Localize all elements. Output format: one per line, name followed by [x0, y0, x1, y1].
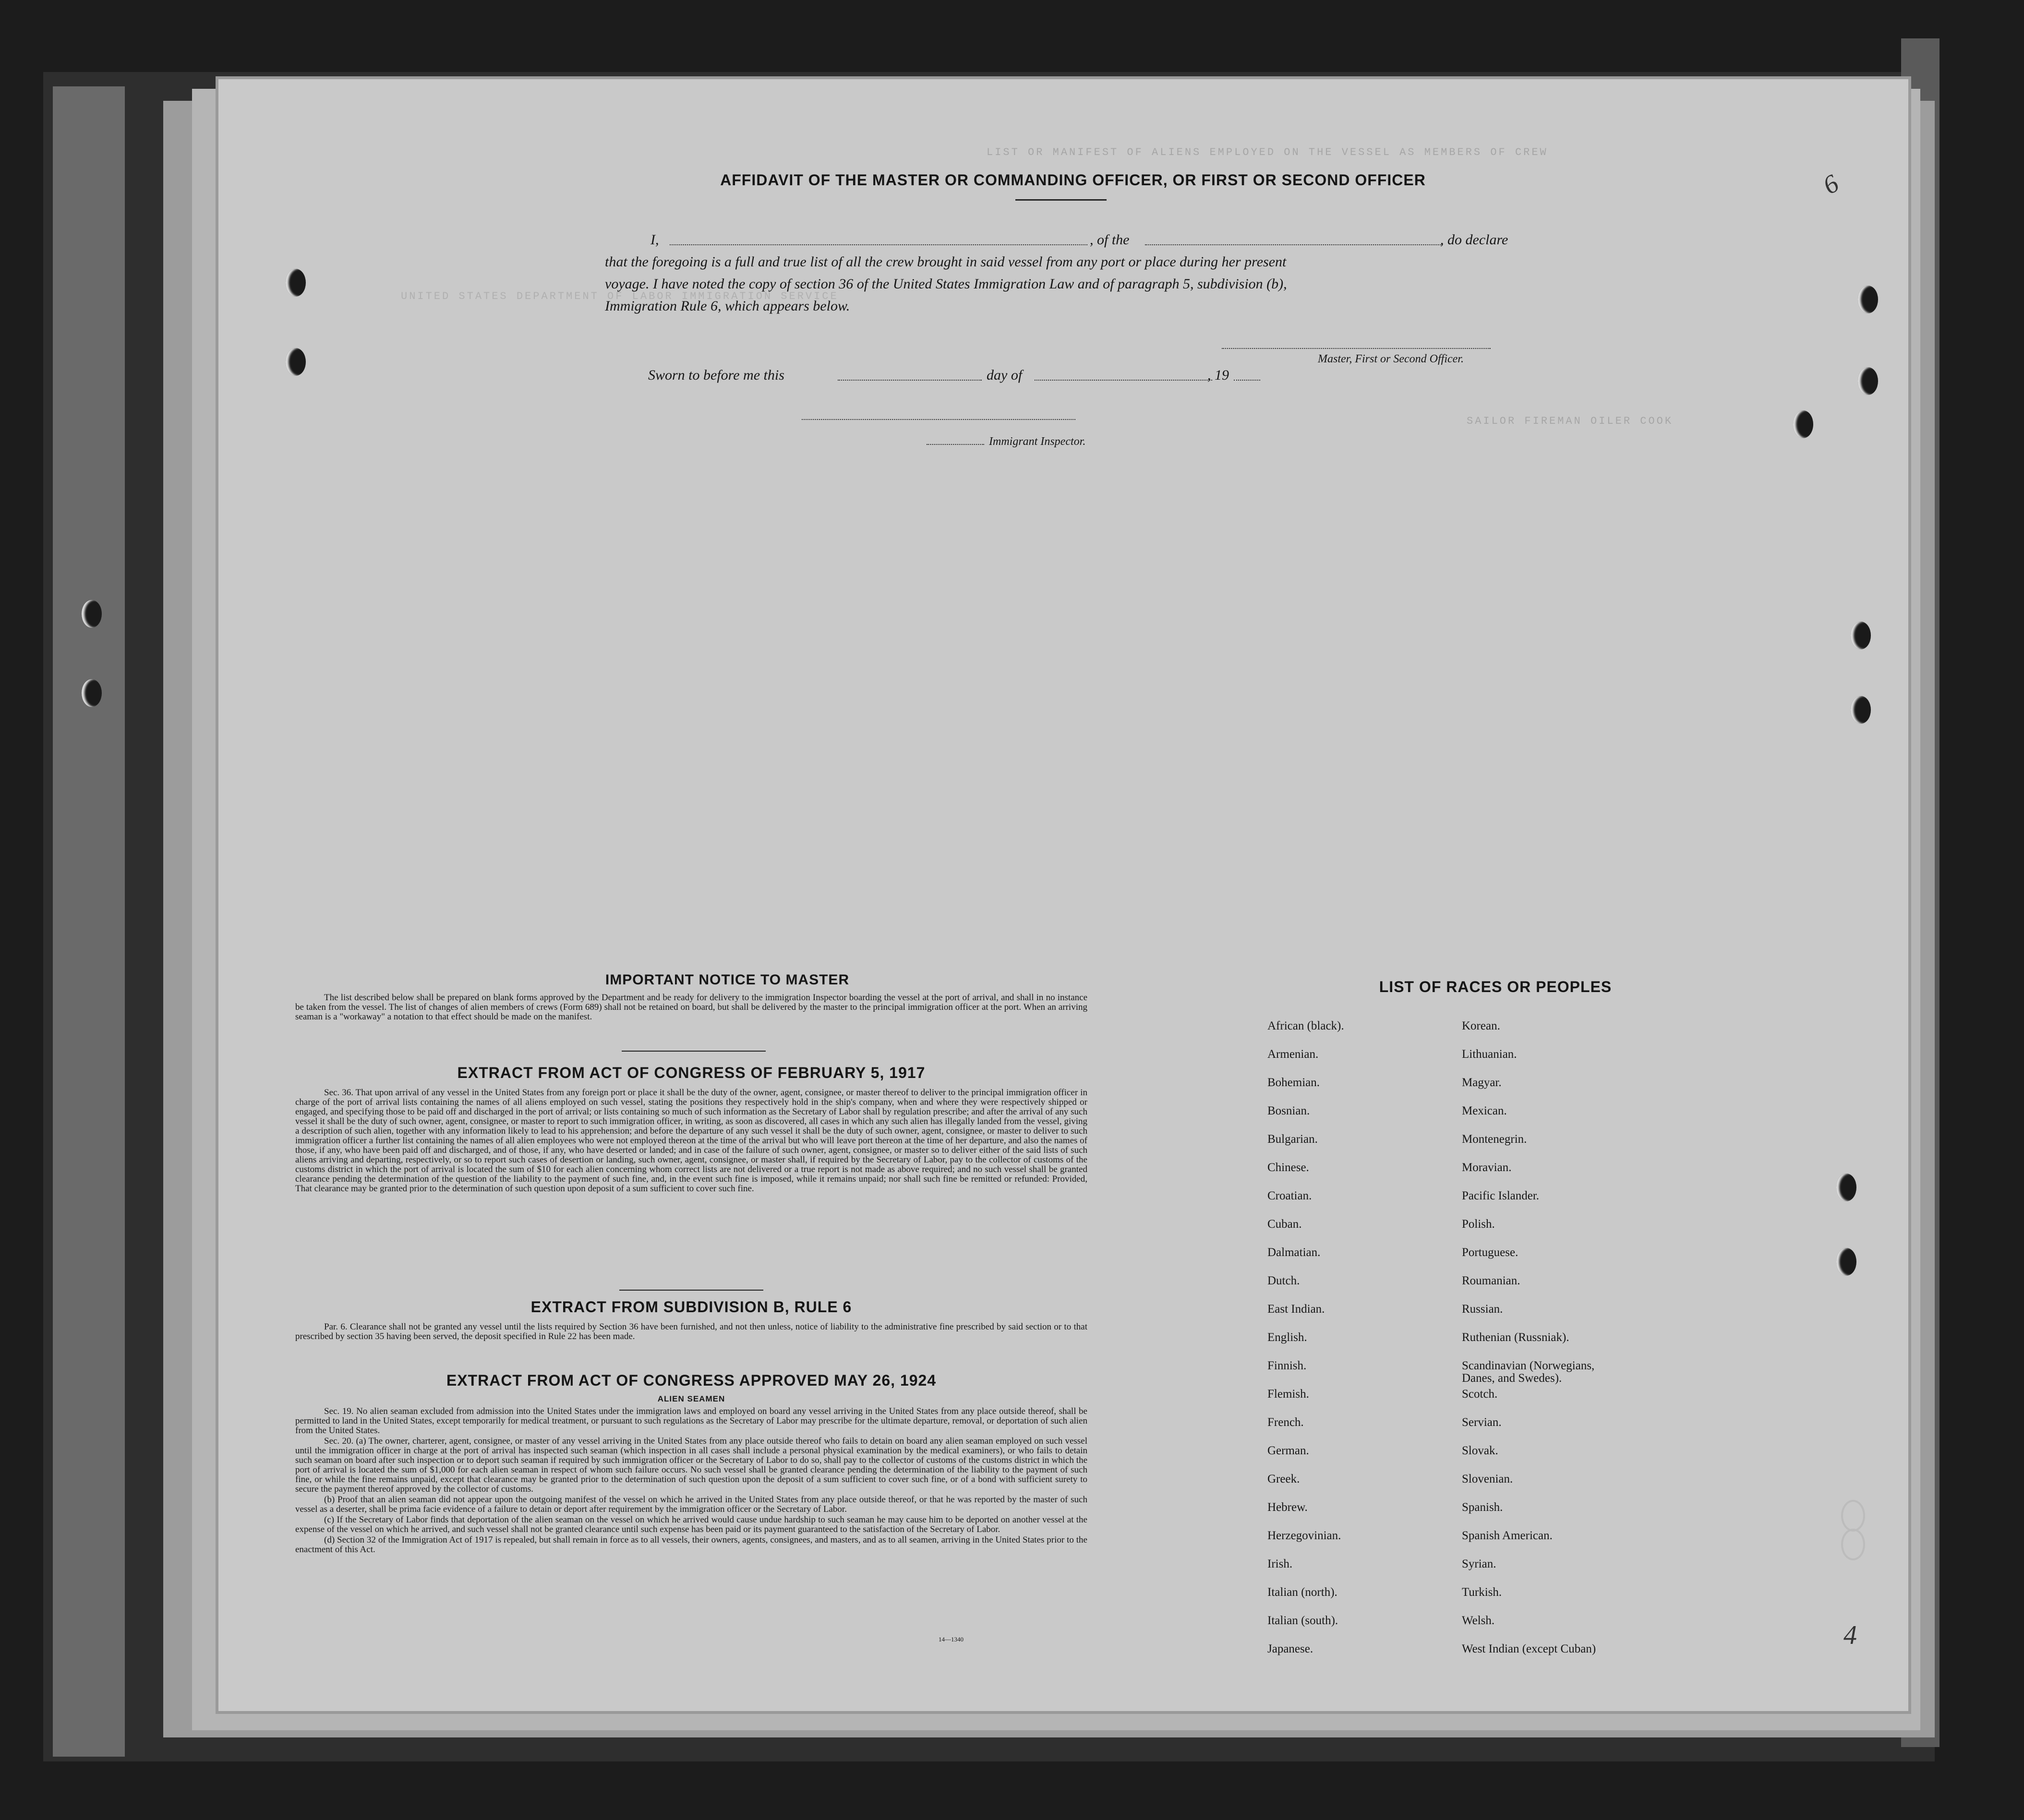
section-36-paragraph: Sec. 36. That upon arrival of any vessel in the United States from any foreign port or place it shall be the duty of the owner, agent, consignee, or master thereof to deliver to the principal immigration officer in charge of the port of arrival lists containing the names of all aliens employed on such vessel, stating the positions they respectively hold in the ship's company, when and where they were respectively shipped or engaged, and specifying those to be paid off and discharged in the port of arrival; or lists containing so much of such information as the Secretary of Labor shall by regulation prescribe; and after the arrival of any such vessel it shall be the duty of such owner, agent, consignee, or master to report to such immigration officer, in writing, as soon as discovered, all cases in which any such alien has illegally landed from the vessel, giving a description of such alien, together with any information likely to lead to his apprehension; and before the departure of any such vessel it shall be the duty of such owner, agent, consignee, or master to deliver to such immigration officer a further list containing the names of all alien employees who were not employed thereon at the time of the arrival but who will leave port thereon at the time of her departure, and also the names of those, if any, who have been paid off and discharged, and of those, if any, who have deserted or landed; and in case of the failure of such owner, agent, consignee, or master so to deliver either of the said lists of such aliens arriving and departing, respectively, or so to report such cases of desertion or landing, such owner, agent, consignee, or master shall, if required by the Secretary of Labor, pay to the collector of customs of the customs district in which the port of arrival is located the sum of $10 for each alien concerning whom correct lists are not delivered or a true report is not made as above required; and no such vessel shall be granted clearance pending the determination of the question of the liability to the payment of such fine, and, in the event such fine is imposed, while it remains unpaid; nor shall such fine be remitted or refunded: Provided, That clearance may be granted prior to the determination of such question upon deposit of a sum sufficient to cover such fine.	[295, 1088, 1087, 1194]
race-item: Italian (south).	[1267, 1614, 1338, 1627]
sec-19-paragraph: Sec. 19. No alien seaman excluded from admission into the United States under the immigration laws and employed on board any vessel arriving in the United States from any place outside thereof, shall be permitted to land in the United States, except temporarily for medical treatment, or pursuant to such regulations as the Secretary of Labor may prescribe for the ultimate departure, removal, or deportation of such alien from the United States.	[295, 1406, 1087, 1436]
corner-mark: 6	[1818, 168, 1844, 200]
race-item: Portuguese.	[1462, 1246, 1518, 1259]
sworn-year: , 19	[1207, 367, 1229, 383]
binding-hole-empty	[1841, 1500, 1865, 1532]
binding-hole	[1858, 367, 1878, 395]
sworn-text: Sworn to before me this	[648, 367, 784, 383]
race-item: Scandinavian (Norwegians, Danes, and Swedes).	[1462, 1359, 1595, 1385]
affidavit-line-4: Immigration Rule 6, which appears below.	[605, 298, 850, 314]
race-item: Magyar.	[1462, 1076, 1502, 1089]
sec-20b-paragraph: (b) Proof that an alien seaman did not appear upon the outgoing manifest of the vessel on which he arrived in the United States from any place outside thereof, or that he was reported by the master of such vessel as a deserter, shall be prima facie evidence of a failure to detain or deport after requirement by the immigration officer or the Secretary of Labor.	[295, 1495, 1087, 1514]
binding-hole	[1836, 1173, 1856, 1201]
race-item: Scotch.	[1462, 1388, 1498, 1401]
blank-master-name	[670, 244, 1087, 245]
race-item: Spanish.	[1462, 1501, 1503, 1514]
affidavit-of-the: , of the	[1090, 232, 1130, 248]
binding-hole	[1851, 622, 1871, 649]
notice-text	[295, 993, 1087, 1023]
affidavit-do-declare: , do declare	[1440, 232, 1508, 248]
extract-1924-text	[295, 1407, 1087, 1556]
inspector-signature-line-2	[927, 444, 984, 445]
race-item: Italian (north).	[1267, 1586, 1337, 1599]
race-item: Welsh.	[1462, 1614, 1495, 1627]
alien-seamen-subtitle: ALIEN SEAMEN	[657, 1394, 725, 1403]
race-item: French.	[1267, 1416, 1304, 1429]
notice-title: IMPORTANT NOTICE TO MASTER	[605, 972, 850, 988]
race-item: Finnish.	[1267, 1359, 1307, 1372]
section-divider	[622, 1051, 766, 1052]
race-item: Dalmatian.	[1267, 1246, 1321, 1259]
binding-hole	[286, 348, 306, 376]
binding-hole	[1858, 286, 1878, 313]
race-item: Ruthenian (Russniak).	[1462, 1331, 1569, 1344]
race-item: East Indian.	[1267, 1303, 1325, 1316]
sec-20c-paragraph: (c) If the Secretary of Labor finds that deportation of the alien seaman on the vessel on which he arrived would cause undue hardship to such seaman he may cause him to be deported on another vessel at the expense of the vessel on which he arrived, and such vessel shall not be granted clearance until such expense has been paid or its payment guaranteed to the satisfaction of the Secretary of Labor.	[295, 1515, 1087, 1534]
section-divider	[619, 1290, 763, 1291]
affidavit-title: AFFIDAVIT OF THE MASTER OR COMMANDING OFFICER, OR FIRST OR SECOND OFFICER	[720, 171, 1426, 189]
race-item: Bulgarian.	[1267, 1133, 1318, 1146]
blank-sworn-month	[1035, 380, 1212, 381]
race-item: Polish.	[1462, 1218, 1495, 1231]
race-item: Flemish.	[1267, 1388, 1309, 1401]
blank-sworn-year	[1234, 380, 1260, 381]
race-item: Slovenian.	[1462, 1473, 1513, 1485]
par-6-paragraph: Par. 6. Clearance shall not be granted any vessel until the lists required by Section 36 have been furnished, and not then unless, notice of liability to the administrative fine prescribed by said section or to that prescribed by section 35 having been served, the deposit specified in Rule 22 has been made.	[295, 1322, 1087, 1341]
inspector-signature-line	[802, 419, 1075, 420]
race-item: Japanese.	[1267, 1642, 1313, 1655]
manifest-page	[218, 79, 1908, 1711]
extract-rule6-title: EXTRACT FROM SUBDIVISION B, RULE 6	[530, 1298, 852, 1316]
binding-hole-empty	[1841, 1529, 1865, 1560]
race-item: Mexican.	[1462, 1104, 1507, 1117]
page-number-mark: 4	[1843, 1620, 1857, 1650]
race-item: Cuban.	[1267, 1218, 1302, 1231]
binding-hole	[82, 600, 102, 628]
bleed-through-text: SAILOR FIREMAN OILER COOK	[1467, 415, 1674, 427]
binding-hole	[1793, 410, 1813, 438]
master-signature-label: Master, First or Second Officer.	[1318, 353, 1464, 365]
race-item: Hebrew.	[1267, 1501, 1308, 1514]
race-item: Russian.	[1462, 1303, 1503, 1316]
race-item: Slovak.	[1462, 1444, 1498, 1457]
race-item: Dutch.	[1267, 1274, 1300, 1287]
title-underline	[1015, 199, 1107, 201]
races-title: LIST OF RACES OR PEOPLES	[1379, 978, 1612, 995]
affidavit-line-i: I,	[651, 232, 659, 248]
race-item: English.	[1267, 1331, 1307, 1344]
binding-hole	[82, 679, 102, 707]
race-item: Herzegovinian.	[1267, 1529, 1341, 1542]
race-item: German.	[1267, 1444, 1309, 1457]
bleed-through-text: UNITED STATES DEPARTMENT OF LABOR IMMIGRATION SERVICE	[401, 290, 839, 302]
race-item: Moravian.	[1462, 1161, 1512, 1174]
back-sheet-edge	[53, 86, 125, 1757]
extract-rule6-text	[295, 1322, 1087, 1342]
binding-hole	[1836, 1248, 1856, 1276]
race-item: Roumanian.	[1462, 1274, 1520, 1287]
sec-20a-paragraph: Sec. 20. (a) The owner, charterer, agent, consignee, or master of any vessel arriving in the United States from any place outside thereof who fails to detain on board any alien seaman employed on such vessel until the immigration officer in charge at the port of arrival has inspected such seaman (which inspection in all cases shall include a personal physical examination by the medical examiners), or who fails to detain such seaman on board after such inspection or to deport such seaman if required by such immigration officer or the Secretary of Labor to do so, shall pay to the collector of customs of the customs district in which the port of arrival is located the sum of $1,000 for each alien seaman in respect of whom such failure occurs. No such vessel shall be granted clearance pending the determination of the liability to the payment of such fine, or while the fine remains unpaid, except that clearance may be granted prior to the determination of such question upon the deposit of a sum sufficient to cover such fine, or of a bond with sufficient surety to secure the payment thereof approved by the collector of customs.	[295, 1436, 1087, 1494]
race-item: Chinese.	[1267, 1161, 1309, 1174]
binding-hole	[286, 269, 306, 297]
affidavit-line-2: that the foregoing is a full and true list of all the crew brought in said vessel from any port or place during her present	[605, 254, 1287, 270]
race-item: Lithuanian.	[1462, 1048, 1517, 1061]
affidavit-line-3: voyage. I have noted the copy of section 36 of the United States Immigration Law and of paragraph 5, subdivision (b),	[605, 276, 1287, 292]
race-item: Armenian.	[1267, 1048, 1319, 1061]
blank-sworn-day	[838, 380, 982, 381]
extract-1917-text	[295, 1088, 1087, 1195]
race-item: Spanish American.	[1462, 1529, 1553, 1542]
inspector-label: Immigrant Inspector.	[989, 435, 1086, 448]
notice-paragraph: The list described below shall be prepared on blank forms approved by the Department and be ready for delivery to the immigration Inspector boarding the vessel at the port of arrival, and shall in no instance be taken from the vessel. The list of changes of alien members of crews (Form 689) shall not be retained on board, but shall be delivered by the master to the principal immigration officer at the port. When an arriving seaman is a "workaway" a notation to that effect should be made on the manifest.	[295, 993, 1087, 1022]
bleed-through-text: LIST OR MANIFEST OF ALIENS EMPLOYED ON THE VESSEL AS MEMBERS OF CREW	[987, 146, 1548, 158]
race-item: West Indian (except Cuban)	[1462, 1642, 1596, 1655]
race-item: Greek.	[1267, 1473, 1300, 1485]
sec-20d-paragraph: (d) Section 32 of the Immigration Act of 1917 is repealed, but shall remain in force as to all vessels, their owners, agents, consignees, and masters, and as to all seamen, arriving in the United States prior to the enactment of this Act.	[295, 1535, 1087, 1555]
extract-1917-title: EXTRACT FROM ACT OF CONGRESS OF FEBRUARY 5, 1917	[457, 1064, 926, 1081]
race-item: African (black).	[1267, 1019, 1344, 1032]
extract-1924-title: EXTRACT FROM ACT OF CONGRESS APPROVED MAY 26, 1924	[446, 1372, 937, 1389]
blank-vessel-name	[1145, 244, 1443, 245]
sworn-day-of: day of	[987, 367, 1023, 383]
race-item: Syrian.	[1462, 1557, 1496, 1570]
race-item: Irish.	[1267, 1557, 1293, 1570]
race-item: Bohemian.	[1267, 1076, 1320, 1089]
master-signature-line	[1222, 348, 1491, 349]
race-item: Turkish.	[1462, 1586, 1502, 1599]
form-number: 14—1340	[939, 1636, 964, 1643]
race-item: Korean.	[1462, 1019, 1500, 1032]
race-item: Servian.	[1462, 1416, 1502, 1429]
race-item: Bosnian.	[1267, 1104, 1310, 1117]
race-item: Montenegrin.	[1462, 1133, 1527, 1146]
race-item: Croatian.	[1267, 1189, 1312, 1202]
race-item: Pacific Islander.	[1462, 1189, 1540, 1202]
binding-hole	[1851, 696, 1871, 724]
